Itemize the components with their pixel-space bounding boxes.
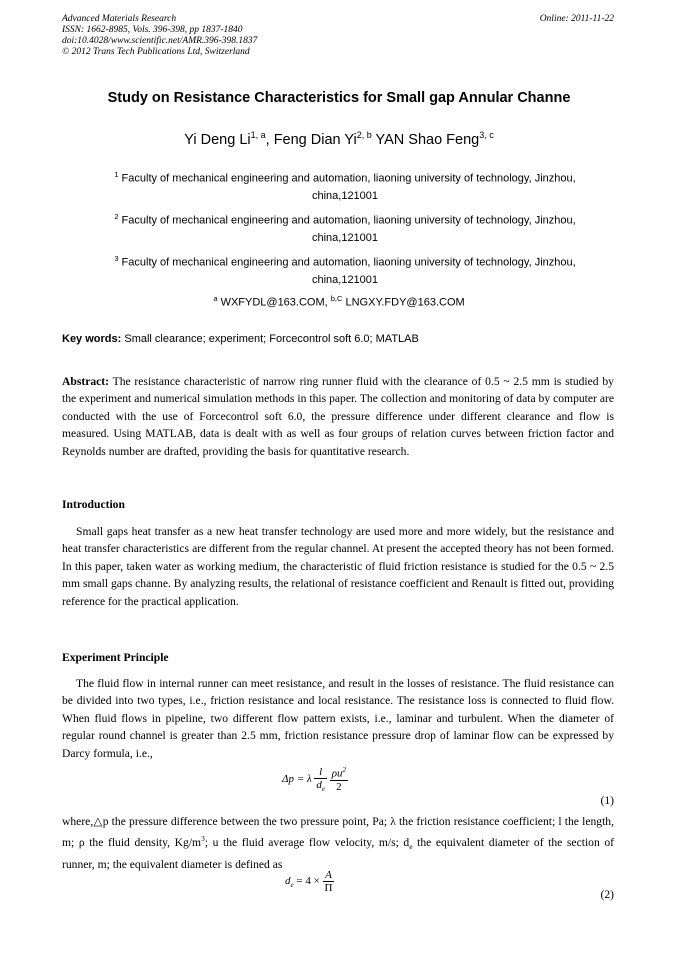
online-date: Online: 2011-11-22 [539, 14, 614, 24]
abstract [62, 373, 614, 460]
author-list [0, 130, 678, 148]
doi-line[interactable]: doi:10.4028/www.scientific.net/AMR.396-398.1837 [62, 36, 258, 46]
author-name: Yi Deng Li [184, 131, 251, 148]
eq2-fraction [323, 869, 335, 894]
section-heading-introduction: Introduction [62, 498, 125, 511]
author-affil-mark: 1, a [250, 130, 266, 140]
author-affil-mark: 2, b [356, 130, 372, 140]
eq2-mid: = 4 × [293, 875, 320, 888]
affil-text: Faculty of mechanical engineering and automation, liaoning university of technology, Jinzhou, [121, 256, 576, 269]
email-line [0, 294, 678, 309]
eq1-lhs: Δp = λ [282, 773, 312, 786]
equation-1 [282, 766, 348, 793]
affiliation-2 [80, 208, 610, 247]
affil-text: china,121001 [311, 273, 379, 286]
email-address[interactable]: WXFYDL@163.COM, [220, 296, 328, 309]
equation-1-number: (1) [600, 794, 614, 807]
eq2-num: A [323, 869, 335, 882]
abstract-label: Abstract: [62, 375, 110, 388]
keywords-text: Small clearance; experiment; Forcecontrol soft 6.0; MATLAB [124, 333, 419, 345]
section-heading-experiment: Experiment Principle [62, 651, 169, 664]
affiliation-3 [80, 250, 610, 289]
email-address[interactable]: LNGXY.FDY@163.COM [345, 296, 465, 309]
journal-name: Advanced Materials Research [62, 14, 177, 24]
eq1-frac1-den: $d_e$ [316, 779, 326, 794]
eq1-fraction-1 [314, 766, 327, 793]
eq1-frac2-num: $\rho u^2$ [331, 766, 347, 780]
keywords-label: Key words: [62, 333, 122, 345]
email-mark: a [213, 294, 218, 303]
abstract-text: The resistance characteristic of narrow ring runner fluid with the clearance of 0.5 ~ 2.5 mm is studied by the experiment and numerical simulation methods in this paper. The collection and monitoring of data by computer are conducted with the use of Forcecontrol soft 6.0, the pressure difference under different clearance and flow is measured. Using MATLAB, data is dealt with as well as four groups of relation curves between friction factor and Reynolds number are drafted, providing the basis for quantitative research. [62, 375, 614, 458]
affiliation-1 [80, 166, 610, 205]
author-name: , Feng Dian Yi [265, 131, 357, 148]
affil-text: china,121001 [311, 231, 379, 244]
experiment-where-paragraph: where,△p the pressure difference between the two pressure point, Pa; λ the friction resistance coefficient; l the length, m; ρ the fluid density, $Kg/m^3$; u the fluid average flow velocity, m/s; $d_e$ the equivalent diameter of the section of runner, m; the equivalent diameter is defined as [62, 815, 615, 871]
eq1-frac2-den: 2 [336, 780, 342, 793]
eq1-frac1-num: l [314, 766, 327, 779]
affil-mark: 3 [114, 254, 119, 263]
journal-header [62, 14, 257, 58]
paper-title: Study on Resistance Characteristics for Small gap Annular Channe [107, 90, 571, 106]
affil-text: china,121001 [311, 189, 379, 202]
equation-2-number: (2) [600, 888, 614, 901]
eq2-den: Π [324, 882, 333, 894]
copyright-line: © 2012 Trans Tech Publications Ltd, Switzerland [62, 47, 250, 57]
email-mark: b,C [330, 294, 343, 303]
issn-line: ISSN: 1662-8985, Vols. 396-398, pp 1837-1840 [62, 25, 243, 35]
affil-mark: 2 [114, 212, 119, 221]
intro-paragraph: Small gaps heat transfer as a new heat transfer technology are used more and more widely, but the resistance and heat transfer characteristics are different from the regular channel. At present the accepted theory has not been formed. In this paper, taken water as working medium, the characteristic of fluid friction resistance is studied for the 0.5 ~ 2.5 mm small gaps channe. By analyzing results, the relational of resistance coefficient and Renault is fitted out, providing reference for the practical application. [62, 525, 614, 608]
affil-mark: 1 [114, 170, 119, 179]
keywords [62, 333, 419, 345]
affil-text: Faculty of mechanical engineering and automation, liaoning university of technology, Jinzhou, [121, 172, 576, 185]
equation-2 [285, 869, 334, 894]
affil-text: Faculty of mechanical engineering and automation, liaoning university of technology, Jinzhou, [121, 214, 576, 227]
experiment-paragraph: The fluid flow in internal runner can meet resistance, and result in the losses of resistance. The fluid resistance can be divided into two types, i.e., friction resistance and local resistance. The resistance loss is connected to fluid flow. When fluid flows in pipeline, two different flow pattern exists, i.e., laminar and turbulent. When the diameter of regular round channel is greater than 2.5 mm, friction resistance pressure drop of laminar flow can be expressed by Darcy formula, i.e., [62, 677, 614, 760]
eq1-fraction-2 [330, 766, 348, 793]
author-name: YAN Shao Feng [371, 131, 480, 148]
author-affil-mark: 3, c [479, 130, 494, 140]
eq2-lhs: $d_e$ [285, 875, 294, 890]
